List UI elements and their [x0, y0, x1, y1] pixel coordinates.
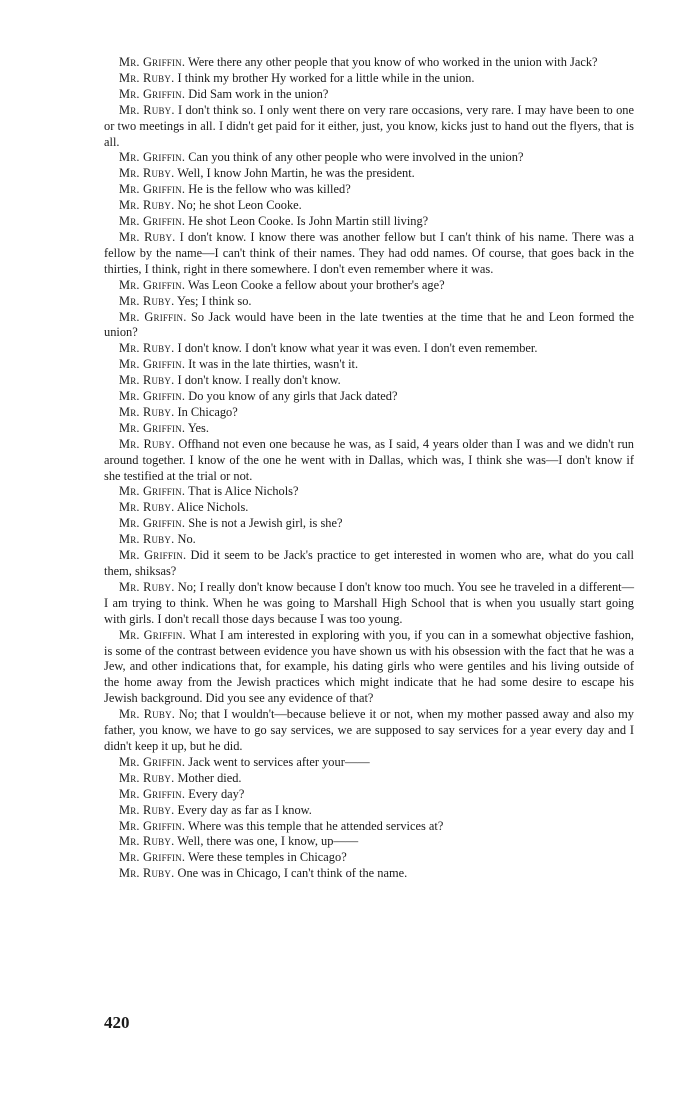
speech-text: No; I really don't know because I don't know too much. You see he traveled in a different—I am trying to think. When he was going to Marshall High School that is when you usually start going with girls. I don't recall those days because I was too young.: [104, 579, 634, 626]
speech-text: I think my brother Hy worked for a little while in the union.: [177, 70, 475, 85]
speaker-name: Mr. Ruby.: [119, 500, 175, 515]
speech-text: Every day?: [188, 786, 245, 801]
transcript-paragraph: [104, 628, 634, 708]
speech-text: Did it seem to be Jack's practice to get interested in women who are, what do you call them, shiksas?: [104, 548, 634, 578]
transcript-paragraph: [104, 103, 634, 151]
speaker-name: Mr. Ruby.: [119, 229, 176, 244]
speaker-name: Mr. Ruby.: [119, 341, 175, 356]
speaker-name: Mr. Griffin.: [119, 182, 186, 197]
speaker-name: Mr. Griffin.: [119, 548, 187, 563]
speech-text: Where was this temple that he attended services at?: [188, 818, 444, 833]
transcript-paragraph: [104, 819, 634, 835]
transcript-paragraph: [104, 834, 634, 850]
speech-text: No; that I wouldn't—because believe it or not, when my mother passed away and also my father, you know, we have to go say services, we are supposed to say services for a year every day and I didn't keep it up, but he did.: [104, 707, 634, 753]
speaker-name: Mr. Ruby.: [119, 834, 175, 849]
speech-text: Did Sam work in the union?: [188, 86, 329, 101]
transcript-paragraph: [104, 771, 634, 787]
speech-text: Jack went to services after your——: [188, 754, 370, 769]
speech-text: No.: [177, 532, 196, 547]
speaker-name: Mr. Ruby.: [119, 579, 175, 594]
transcript-paragraph: [104, 182, 634, 198]
speaker-name: Mr. Griffin.: [119, 754, 186, 769]
speaker-name: Mr. Griffin.: [119, 277, 186, 292]
speaker-name: Mr. Ruby.: [119, 802, 175, 817]
transcript-paragraph: [104, 421, 634, 437]
speaker-name: Mr. Griffin.: [119, 150, 186, 165]
speaker-name: Mr. Griffin.: [119, 786, 186, 801]
transcript-paragraph: [104, 294, 634, 310]
speaker-name: Mr. Griffin.: [119, 850, 186, 865]
speech-text: He is the fellow who was killed?: [188, 182, 351, 197]
speech-text: Were there any other people that you know of who worked in the union with Jack?: [188, 55, 598, 69]
speaker-name: Mr. Griffin.: [119, 516, 186, 531]
speaker-name: Mr. Ruby.: [119, 532, 175, 547]
speech-text: She is not a Jewish girl, is she?: [188, 516, 343, 531]
page-number: 420: [104, 1013, 130, 1032]
speaker-name: Mr. Ruby.: [119, 70, 175, 85]
transcript-paragraph: [104, 278, 634, 294]
transcript-paragraph: [104, 150, 634, 166]
transcript-paragraph: [104, 532, 634, 548]
speaker-name: Mr. Griffin.: [119, 818, 186, 833]
speech-text: Well, there was one, I know, up——: [177, 834, 359, 849]
speaker-name: Mr. Griffin.: [119, 389, 186, 404]
speaker-name: Mr. Ruby.: [119, 770, 175, 785]
speech-text: What I am interested in exploring with you, if you can in a somewhat objective fashion, is some of the contrast between evidence you have shown us with his obsession with the fact that he was a Jew, and other indications that, for example, his dating girls who were gentiles and his living outside of the home away from the Jewish practices which might indicate that he had some desire to escape his Jewish background. Did you see any evidence of that?: [104, 627, 635, 706]
speech-text: In Chicago?: [177, 404, 238, 419]
speaker-name: Mr. Ruby.: [119, 436, 175, 451]
transcript-paragraph: [104, 580, 634, 628]
speech-text: Alice Nichols.: [176, 500, 249, 515]
speech-text: I don't know. I really don't know.: [177, 373, 341, 388]
transcript-paragraph: [104, 850, 634, 866]
speech-text: Yes; I think so.: [177, 293, 252, 308]
transcript-paragraph: [104, 214, 634, 230]
speech-text: No; he shot Leon Cooke.: [177, 198, 302, 213]
speech-text: Yes.: [187, 420, 209, 435]
speech-text: I don't know. I don't know what year it was even. I don't even remember.: [177, 341, 538, 356]
speaker-name: Mr. Ruby.: [119, 102, 175, 117]
transcript-paragraph: [104, 166, 634, 182]
speech-text: I don't know. I know there was another fellow but I can't think of his name. There was a fellow by the name—I can't think of their names. They had odd names. Of course, that goes back in the thirties, I think, right in there somewhere. I don't even remember where it was.: [104, 229, 634, 276]
transcript-paragraph: [104, 437, 634, 485]
speech-text: That is Alice Nichols?: [188, 484, 299, 499]
transcript-paragraph: [104, 405, 634, 421]
speech-text: Were these temples in Chicago?: [188, 850, 347, 865]
transcript-paragraph: [104, 803, 634, 819]
transcript-paragraph: [104, 310, 634, 342]
speaker-name: Mr. Griffin.: [119, 86, 186, 101]
transcript-paragraph: [104, 341, 634, 357]
transcript-paragraph: [104, 55, 634, 71]
transcript-paragraph: [104, 389, 634, 405]
speaker-name: Mr. Griffin.: [119, 627, 186, 642]
transcript-paragraph: [104, 357, 634, 373]
transcript-paragraph: [104, 198, 634, 214]
transcript-paragraph: [104, 516, 634, 532]
transcript-paragraph: [104, 71, 634, 87]
speech-text: I don't think so. I only went there on very rare occasions, very rare. I may have been to one or two meetings in all. I didn't get paid for it either, just, you know, kicks just to hand out the flyers, that is all.: [104, 102, 634, 149]
speaker-name: Mr. Griffin.: [119, 420, 186, 435]
speech-text: So Jack would have been in the late twenties at the time that he and Leon formed the union?: [104, 309, 634, 340]
transcript-paragraph: [104, 787, 634, 803]
transcript-paragraph: [104, 484, 634, 500]
speaker-name: Mr. Ruby.: [119, 293, 175, 308]
speaker-name: Mr. Ruby.: [119, 166, 175, 181]
speaker-name: Mr. Ruby.: [119, 198, 175, 213]
speaker-name: Mr. Ruby.: [119, 707, 176, 722]
speaker-name: Mr. Ruby.: [119, 373, 175, 388]
speaker-name: Mr. Griffin.: [119, 214, 186, 229]
speech-text: He shot Leon Cooke. Is John Martin still living?: [188, 214, 429, 229]
speech-text: Do you know of any girls that Jack dated?: [188, 389, 398, 404]
speaker-name: Mr. Griffin.: [119, 484, 186, 499]
speech-text: Well, I know John Martin, he was the president.: [177, 166, 415, 181]
transcript-paragraph: [104, 373, 634, 389]
transcript-paragraph: [104, 500, 634, 516]
speech-text: Can you think of any other people who were involved in the union?: [188, 150, 524, 165]
speech-text: It was in the late thirties, wasn't it.: [188, 357, 359, 372]
transcript-paragraph: [104, 87, 634, 103]
transcript-paragraph: [104, 866, 634, 882]
speaker-name: Mr. Griffin.: [119, 357, 186, 372]
transcript-paragraph: [104, 755, 634, 771]
speaker-name: Mr. Griffin.: [119, 309, 187, 324]
speech-text: One was in Chicago, I can't think of the name.: [177, 866, 408, 881]
transcript-paragraph: [104, 707, 634, 755]
speech-text: Was Leon Cooke a fellow about your brother's age?: [188, 277, 445, 292]
speech-text: Every day as far as I know.: [177, 802, 312, 817]
transcript-paragraph: [104, 230, 634, 278]
speaker-name: Mr. Ruby.: [119, 404, 175, 419]
speaker-name: Mr. Griffin.: [119, 55, 186, 69]
speech-text: Offhand not even one because he was, as I said, 4 years older than I was and we didn't run around together. I know of the one he went with in Dallas, which was, I think she was—I don't know if she testified at the trial or not.: [104, 436, 634, 483]
speaker-name: Mr. Ruby.: [119, 866, 175, 881]
testimony-transcript: [104, 55, 634, 882]
transcript-paragraph: [104, 548, 634, 580]
speech-text: Mother died.: [177, 770, 242, 785]
